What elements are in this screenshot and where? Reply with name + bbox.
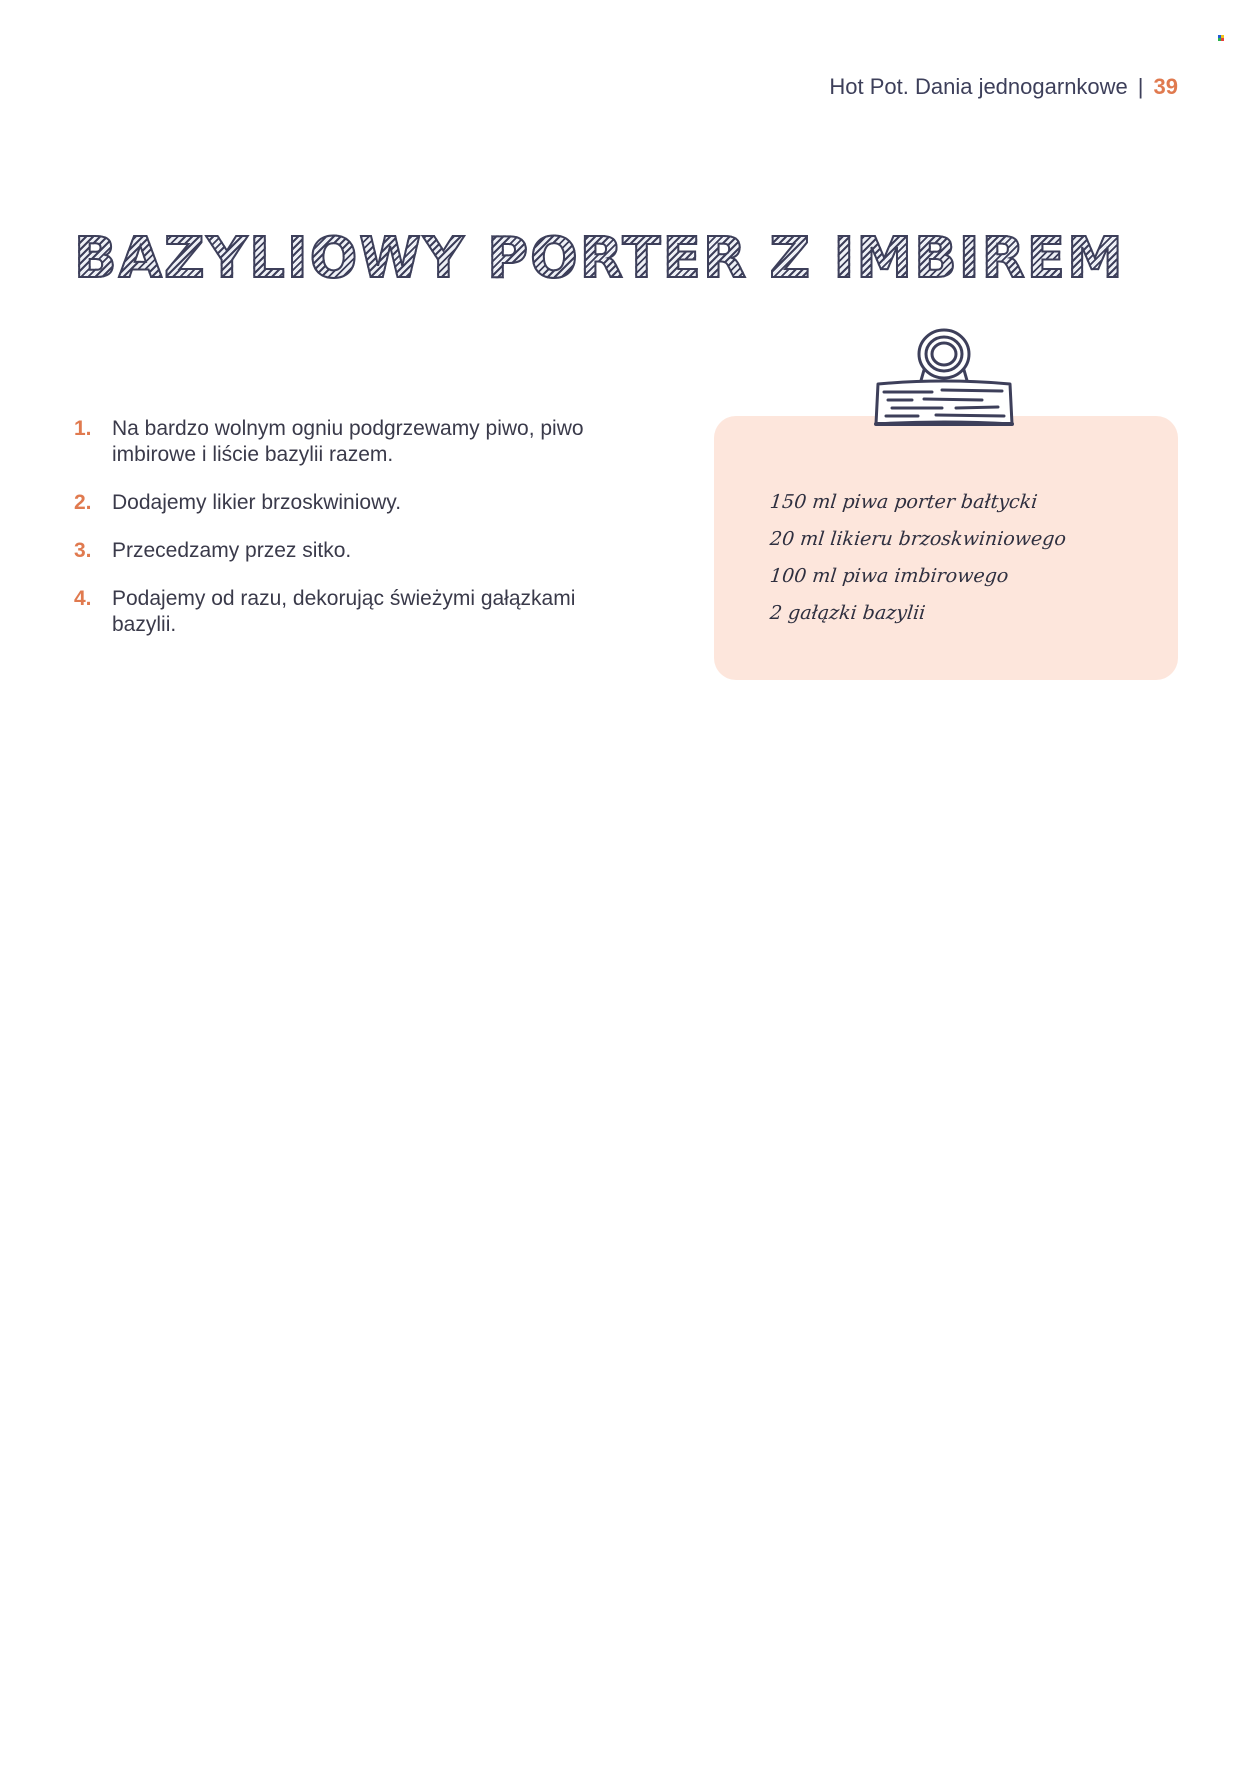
page-number: 39 [1153,74,1178,99]
steps-list [74,416,634,660]
step-text: Przecedzamy przez sitko. [112,539,352,562]
ingredient-item: 100 ml piwa imbirowego [768,565,1010,587]
ingredient-item: 2 gałązki bazylii [768,602,927,624]
step-item [74,416,634,468]
ingredient-item: 150 ml piwa porter bałtycki [768,491,1039,513]
header-separator: | [1137,74,1144,99]
step-text: Dodajemy likier brzoskwiniowy. [112,491,402,514]
step-text: Podajemy od razu, dekorując świeżymi gałązkami bazylii. [112,587,576,636]
step-number: 4. [74,587,92,610]
step-number: 2. [74,491,92,514]
recipe-title: BAZYLIOWY PORTER Z IMBIREM [74,226,1125,291]
step-item [74,586,582,638]
step-item [74,490,634,516]
ingredient-item: 20 ml likieru brzoskwiniowego [768,528,1068,550]
ingredients-list [770,484,1066,632]
header-title: Hot Pot. Dania jednogarnkowe [829,74,1128,99]
step-text: Na bardzo wolnym ogniu podgrzewamy piwo, piwo imbirowe i liście bazylii razem. [112,417,584,466]
step-item [74,538,634,564]
binder-clip-icon [872,326,1016,430]
step-number: 1. [74,417,92,440]
color-registration-icon [1218,35,1225,42]
page-header [829,74,1178,100]
step-number: 3. [74,539,92,562]
